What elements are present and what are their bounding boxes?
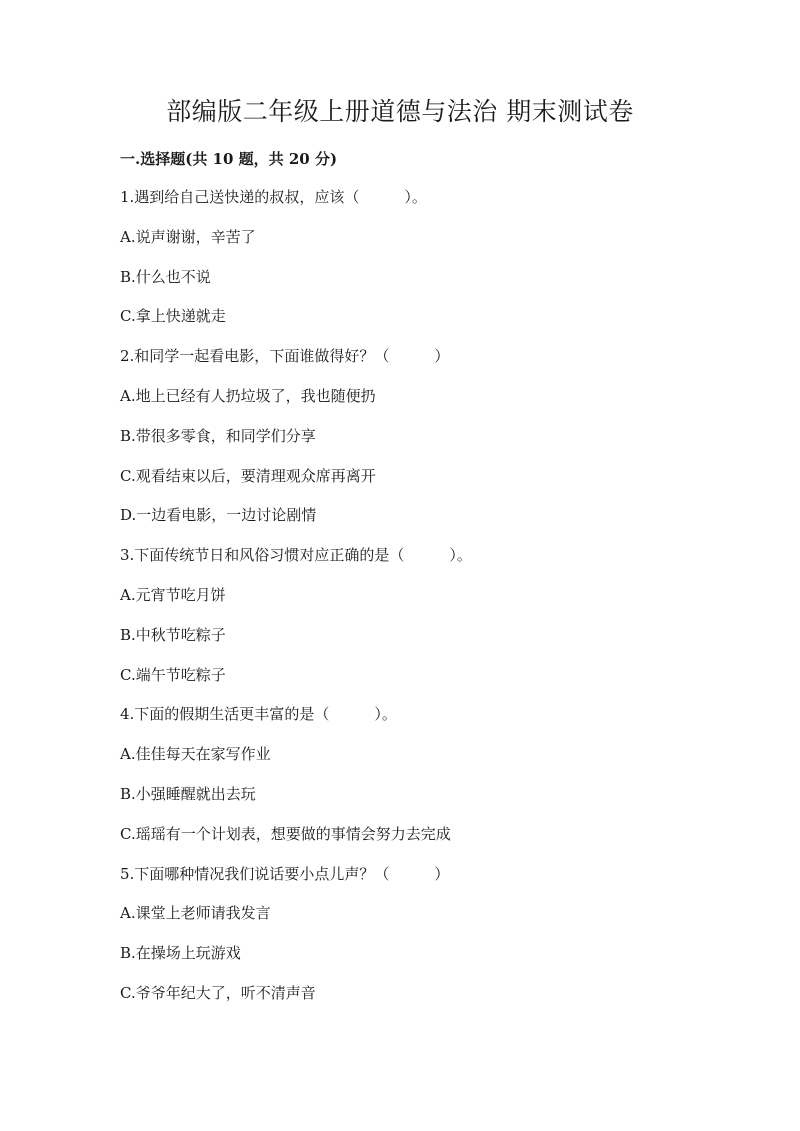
question-3-stem: 3.下面传统节日和风俗习惯对应正确的是（ ）。 [120, 546, 472, 565]
question-2-option-d: D.一边看电影，一边讨论剧情 [120, 506, 317, 525]
question-5-stem: 5.下面哪种情况我们说话要小点儿声？（ ） [120, 864, 450, 883]
question-4-option-b: B.小强睡醒就出去玩 [120, 784, 256, 803]
question-list [120, 178, 700, 1014]
question-2-option-c: C.观看结束以后，要清理观众席再离开 [120, 466, 376, 485]
question-3-option-c: C.端午节吃粽子 [120, 665, 226, 684]
question-1-option-c: C.拿上快递就走 [120, 307, 226, 326]
question-1-stem: 1.遇到给自己送快递的叔叔，应该（ ）。 [120, 188, 427, 206]
question-3-option-b: B.中秋节吃粽子 [120, 625, 226, 644]
question-1-option-b: B.什么也不说 [120, 267, 211, 286]
question-3-option-a: A.元宵节吃月饼 [120, 585, 226, 604]
question-2-stem: 2.和同学一起看电影，下面谁做得好？（ ） [120, 347, 450, 366]
question-4-stem: 4.下面的假期生活更丰富的是（ ）。 [120, 705, 397, 724]
question-2-option-b: B.带很多零食，和同学们分享 [120, 426, 316, 445]
question-5-option-a: A.课堂上老师请我发言 [120, 904, 271, 923]
question-2-option-a: A.地上已经有人扔垃圾了，我也随便扔 [120, 386, 376, 405]
question-4-option-a: A.佳佳每天在家写作业 [120, 745, 271, 764]
section-heading: 一.选择题(共 10 题，共 20 分) [120, 150, 338, 168]
page-title: 部编版二年级上册道德与法治 期末测试卷 [166, 97, 634, 126]
question-5-option-c: C.爷爷年纪大了，听不清声音 [120, 983, 316, 1002]
question-1-option-a: A.说声谢谢，辛苦了 [120, 227, 256, 246]
question-4-option-c: C.瑶瑶有一个计划表，想要做的事情会努力去完成 [120, 824, 451, 843]
question-5-option-b: B.在操场上玩游戏 [120, 944, 241, 963]
